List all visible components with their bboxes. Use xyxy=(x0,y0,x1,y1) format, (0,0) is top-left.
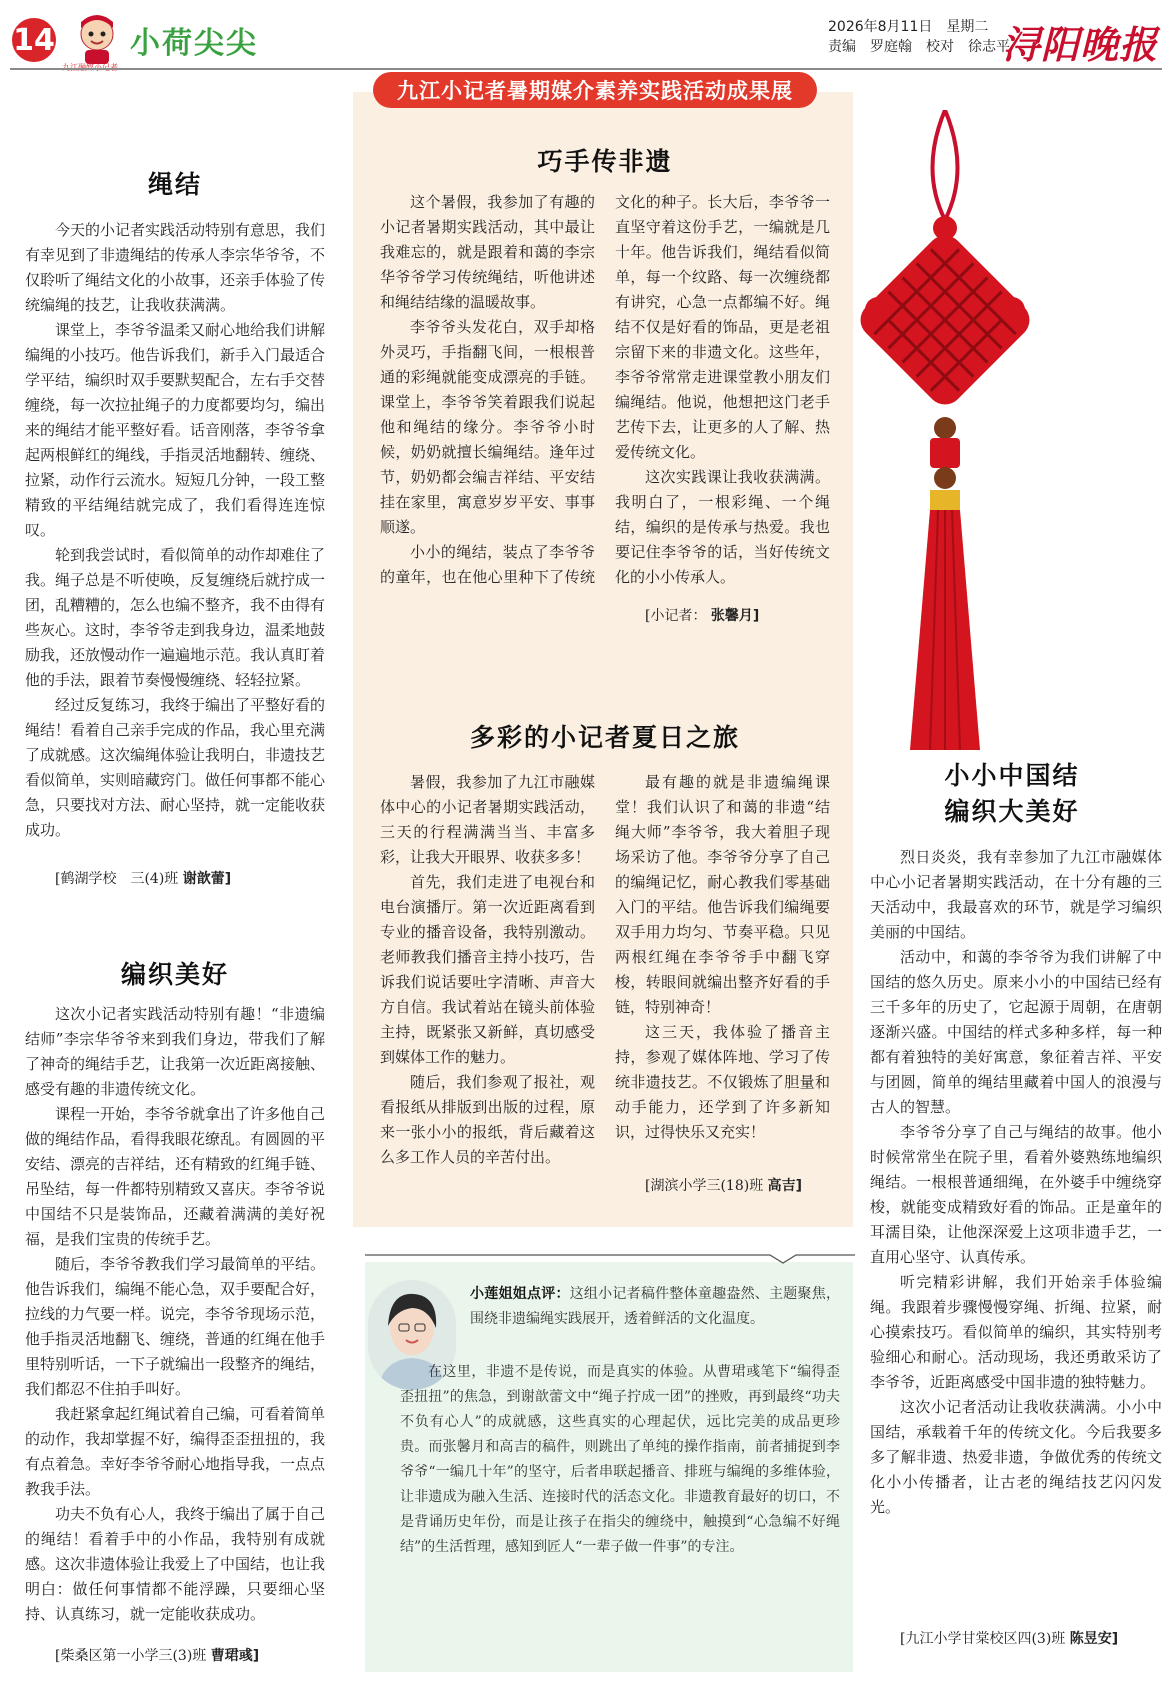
section-name: 小荷尖尖 xyxy=(130,26,258,61)
byline xyxy=(55,868,231,888)
byline xyxy=(645,1175,802,1195)
review-divider xyxy=(365,1245,855,1265)
paragraph: 首先，我们走进了电视台和电台演播厅。第一次近距离看到专业的播音设备，我特别激动。老师教我们播音主持小技巧，告诉我们说话要吐字清晰、声音大方自信。我试着站在镜头前体验主持，既紧张又新鲜，真切感受到媒体工作的魅力。 xyxy=(380,873,595,1066)
paragraph: 在这里，非遗不是传说，而是真实的体验。从曹珺彧笔下“编得歪歪扭扭”的焦急，到谢歆蕾文中“绳子拧成一团”的挫败，再到最终“功夫不负有心人”的成就感，这些真实的心理起伏，远比完美的成品更珍贵。而张馨月和高吉的稿件，则跳出了单纯的操作指南，前者捕捉到李爷爷“一编几十年”的坚守，后者串联起播音、排班与编绳的多维体验，让非遗成为融入生活、连接时代的活态文化。非遗教育最好的切口，不是背诵历史年份，而是让孩子在指尖的缠绕中，触摸到“心急编不好绳结”的生活哲理，感知到匠人“一辈子做一件事”的专注。 xyxy=(400,1364,840,1555)
issue-date: 2026年8月11日 星期二 xyxy=(828,19,989,35)
article-title: 编织美好 xyxy=(120,960,229,989)
paragraph: 最有趣的就是非遗编绳课堂！我们认识了和蔼的非遗“结绳大师”李爷爷，我大着胆子现场采访了他。李爷爷分享了自己的编绳记忆，耐心教我们零基础入门的平结。他告诉我们编绳要双手用力均匀、节奏平稳。只见两根红绳在李爷爷手中翻飞穿梭，转眼间就编出整齐好看的手链，特别神奇！ xyxy=(615,773,830,1016)
paragraph: 轮到我尝试时，看似简单的动作却难住了我。绳子总是不听使唤，反复缠绕后就拧成一团，乱糟糟的，怎么也编不整齐，我不由得有些灰心。这时，李爷爷走到我身边，温柔地鼓励我，还放慢动作一遍遍地示范。我认真盯着他的手法，跟着节奏慢慢缠绕、轻轻拉紧。 xyxy=(25,546,326,689)
newspaper-logo: 浔阳晚报 xyxy=(1002,22,1159,67)
review-label: 小莲姐姐点评： xyxy=(470,1286,570,1302)
review-intro xyxy=(470,1282,840,1332)
article-title-line: 编织大美好 xyxy=(944,797,1080,826)
paragraph: 我赶紧拿起红绳试着自己编，可看着简单的动作，我却掌握不好，编得歪歪扭扭的，我有点着急。幸好李爷爷耐心地指导我，一点点教我手法。 xyxy=(25,1405,326,1498)
article-title-line: 小小中国结 xyxy=(944,761,1080,790)
paragraph: 功夫不负有心人，我终于编出了属于自己的绳结！看着手中的小作品，我特别有成就感。这次非遗体验让我爱上了中国结，也让我明白：做任何事情都不能浮躁，只要细心坚持、认真练习，就一定能收获成功。 xyxy=(25,1505,326,1623)
article-body xyxy=(870,845,1162,1520)
paragraph: 这次实践课让我收获满满。我明白了，一根彩绳、一个绳结，编织的是传承与热爱。我也要记住李爷爷的话，当好传统文化的小小传承人。 xyxy=(615,468,830,586)
article-title: 多彩的小记者夏日之旅 xyxy=(469,723,740,752)
byline-author: 张馨月] xyxy=(710,608,760,624)
header-divider xyxy=(10,68,1162,70)
article-body xyxy=(380,190,830,630)
paragraph: 这个暑假，我参加了有趣的小记者暑期实践活动，其中最让我难忘的，就是跟着和蔼的李宗华爷爷学习传统绳结，听他讲述和绳结结缘的温暖故事。 xyxy=(380,193,595,311)
paragraph: 烈日炎炎，我有幸参加了九江市融媒体中心小记者暑期实践活动，在十分有趣的三天活动中，我最喜欢的环节，就是学习编织美丽的中国结。 xyxy=(870,848,1162,941)
byline-author: 曹珺彧] xyxy=(210,1648,260,1664)
paragraph: 李爷爷分享了自己与绳结的故事。他小时候常常坐在院子里，看着外婆熟练地编织绳结。一根根普通细绳，在外婆手中缠绕穿梭，就能变成精致好看的饰品。正是童年的耳濡目染，让他深深爱上这项非遗手艺，一直用心坚守、认真传承。 xyxy=(870,1123,1162,1266)
paragraph: 这次小记者活动让我收获满满。小小中国结，承载着千年的传统文化。今后我要多多了解非遗、热爱非遗，争做优秀的传统文化小小传播者，让古老的绳结技艺闪闪发光。 xyxy=(870,1398,1162,1516)
byline-school: [九江小学甘棠校区四(3)班 xyxy=(900,1631,1066,1647)
byline xyxy=(645,605,759,625)
mascot-icon xyxy=(68,10,126,68)
chinese-knot-image xyxy=(860,110,1030,750)
article-title: 巧手传非遗 xyxy=(537,147,673,176)
editor-credits: 责编 罗庭翰 校对 徐志平 xyxy=(828,39,1010,55)
paragraph: 这次小记者实践活动特别有趣！“非遗编结师”李宗华爷爷来到我们身边，带我们了解了神奇的绳结手艺，让我第一次近距离接触、感受有趣的非遗传统文化。 xyxy=(25,1005,326,1098)
article-body xyxy=(25,218,325,843)
paragraph: 小小的绳结，装点了李爷爷的童年，也在他心里种下了传统文化的种子。长大后，李爷爷一直坚守着这份手艺，一编就是几十年。他告诉我们，绳结看似简单，每一个纹路、每一次缠绕都有讲究，心急一点都编不好。绳结不仅是好看的饰品，更是老祖宗留下来的非遗文化。这些年，李爷爷常常走进课堂教小朋友们编绳结。他说，他想把这门老手艺传下去，让更多的人了解、热爱传统文化。 xyxy=(380,193,830,586)
feature-banner: 九江小记者暑期媒介素养实践活动成果展 xyxy=(373,72,817,108)
review-intro-text: 这组小记者稿件整体童趣盎然、主题聚焦，围绕非遗编绳实践展开，透着鲜活的文化温度。 xyxy=(470,1286,841,1327)
paragraph: 暑假，我参加了九江市融媒体中心的小记者暑期实践活动，三天的行程满满当当、丰富多彩，让我大开眼界、收获多多！ xyxy=(380,773,595,866)
paragraph: 课堂上，李爷爷温柔又耐心地给我们讲解编绳的小技巧。他告诉我们，新手入门最适合学平结，编织时双手要默契配合，左右手交替缠绕，每一次拉扯绳子的力度都要均匀，编出来的绳结才能平整好看。话音刚落，李爷爷拿起两根鲜红的绳线，手指灵活地翻转、缠绕、拉紧，动作行云流水。短短几分钟，一段工整精致的平结绳结就完成了，我们看得连连惊叹。 xyxy=(25,321,326,539)
paragraph: 这三天，我体验了播音主持，参观了媒体阵地、学习了传统非遗技艺。不仅锻炼了胆量和动手能力，还学到了许多新知识，过得快乐又充实！ xyxy=(615,1023,830,1141)
paragraph: 课程一开始，李爷爷就拿出了许多他自己做的绳结作品，看得我眼花缭乱。有圆圆的平安结、漂亮的吉祥结，还有精致的红绳手链、吊坠结，每一件都特别精致又喜庆。李爷爷说中国结不只是装饰品，还藏着满满的美好祝福，是我们宝贵的传统手艺。 xyxy=(25,1105,326,1248)
paragraph: 随后，李爷爷教我们学习最简单的平结。他告诉我们，编绳不能心急，双手要配合好，拉线的力气要一样。说完，李爷爷现场示范，他手指灵活地翻飞、缠绕，普通的红绳在他手里特别听话，一下子就编出一段整齐的绳结，我们都忍不住拍手叫好。 xyxy=(25,1255,326,1398)
paragraph: 活动中，和蔼的李爷爷为我们讲解了中国结的悠久历史。原来小小的中国结已经有三千多年的历史了，它起源于周朝，在唐朝逐渐兴盛。中国结的样式多种多样，每一种都有着独特的美好寓意，象征着吉祥、平安与团圆，简单的绳结里藏着中国人的浪漫与古人的智慧。 xyxy=(870,948,1162,1116)
byline-author: 陈昱安] xyxy=(1069,1631,1119,1647)
review-body xyxy=(400,1360,840,1560)
paragraph: 随后，我们参观了报社，观看报纸从排版到出版的过程，原来一张小小的报纸，背后藏着这么多工作人员的辛苦付出。 xyxy=(380,1073,595,1166)
article-body xyxy=(25,1002,325,1627)
byline xyxy=(900,1628,1160,1648)
byline-school: [柴桑区第一小学三(3)班 xyxy=(55,1648,207,1664)
paragraph: 今天的小记者实践活动特别有意思，我们有幸见到了非遗绳结的传承人李宗华爷爷，不仅聆听了绳结文化的小故事，还亲手体验了传统编绳的技艺，让我收获满满。 xyxy=(25,221,326,314)
byline-school: [小记者： xyxy=(645,608,707,624)
paragraph: 经过反复练习，我终于编出了平整好看的绳结！看着自己亲手完成的作品，我心里充满了成就感。这次编绳体验让我明白，非遗技艺看似简单，实则暗藏窍门。做任何事都不能心急，只要找对方法、耐心坚持，就一定能收获成功。 xyxy=(25,696,326,839)
paragraph: 李爷爷头发花白，双手却格外灵巧，手指翻飞间，一根根普通的彩绳就能变成漂亮的手链。课堂上，李爷爷笑着跟我们说起他和绳结的缘分。李爷爷小时候，奶奶就擅长编绳结。逢年过节，奶奶都会编吉祥结、平安结挂在家里，寓意岁岁平安、事事顺遂。 xyxy=(380,318,595,536)
article-title xyxy=(862,758,1162,830)
article-body xyxy=(380,770,830,1170)
byline-author: 高吉] xyxy=(767,1178,803,1194)
byline-author: 谢歆蕾] xyxy=(182,871,232,887)
byline xyxy=(55,1645,259,1665)
byline-school: [鹤湖学校 三(4)班 xyxy=(55,871,179,887)
page-number-badge: 14 xyxy=(12,18,56,62)
article-title: 绳结 xyxy=(147,170,202,199)
paragraph: 听完精彩讲解，我们开始亲手体验编绳。我跟着步骤慢慢穿绳、折绳、拉紧，耐心摸索技巧。看似简单的编织，其实特别考验细心和耐心。活动现场，我还勇敢采访了李爷爷，近距离感受中国非遗的独特魅力。 xyxy=(870,1273,1162,1391)
byline-school: [湖滨小学三(18)班 xyxy=(645,1178,764,1194)
